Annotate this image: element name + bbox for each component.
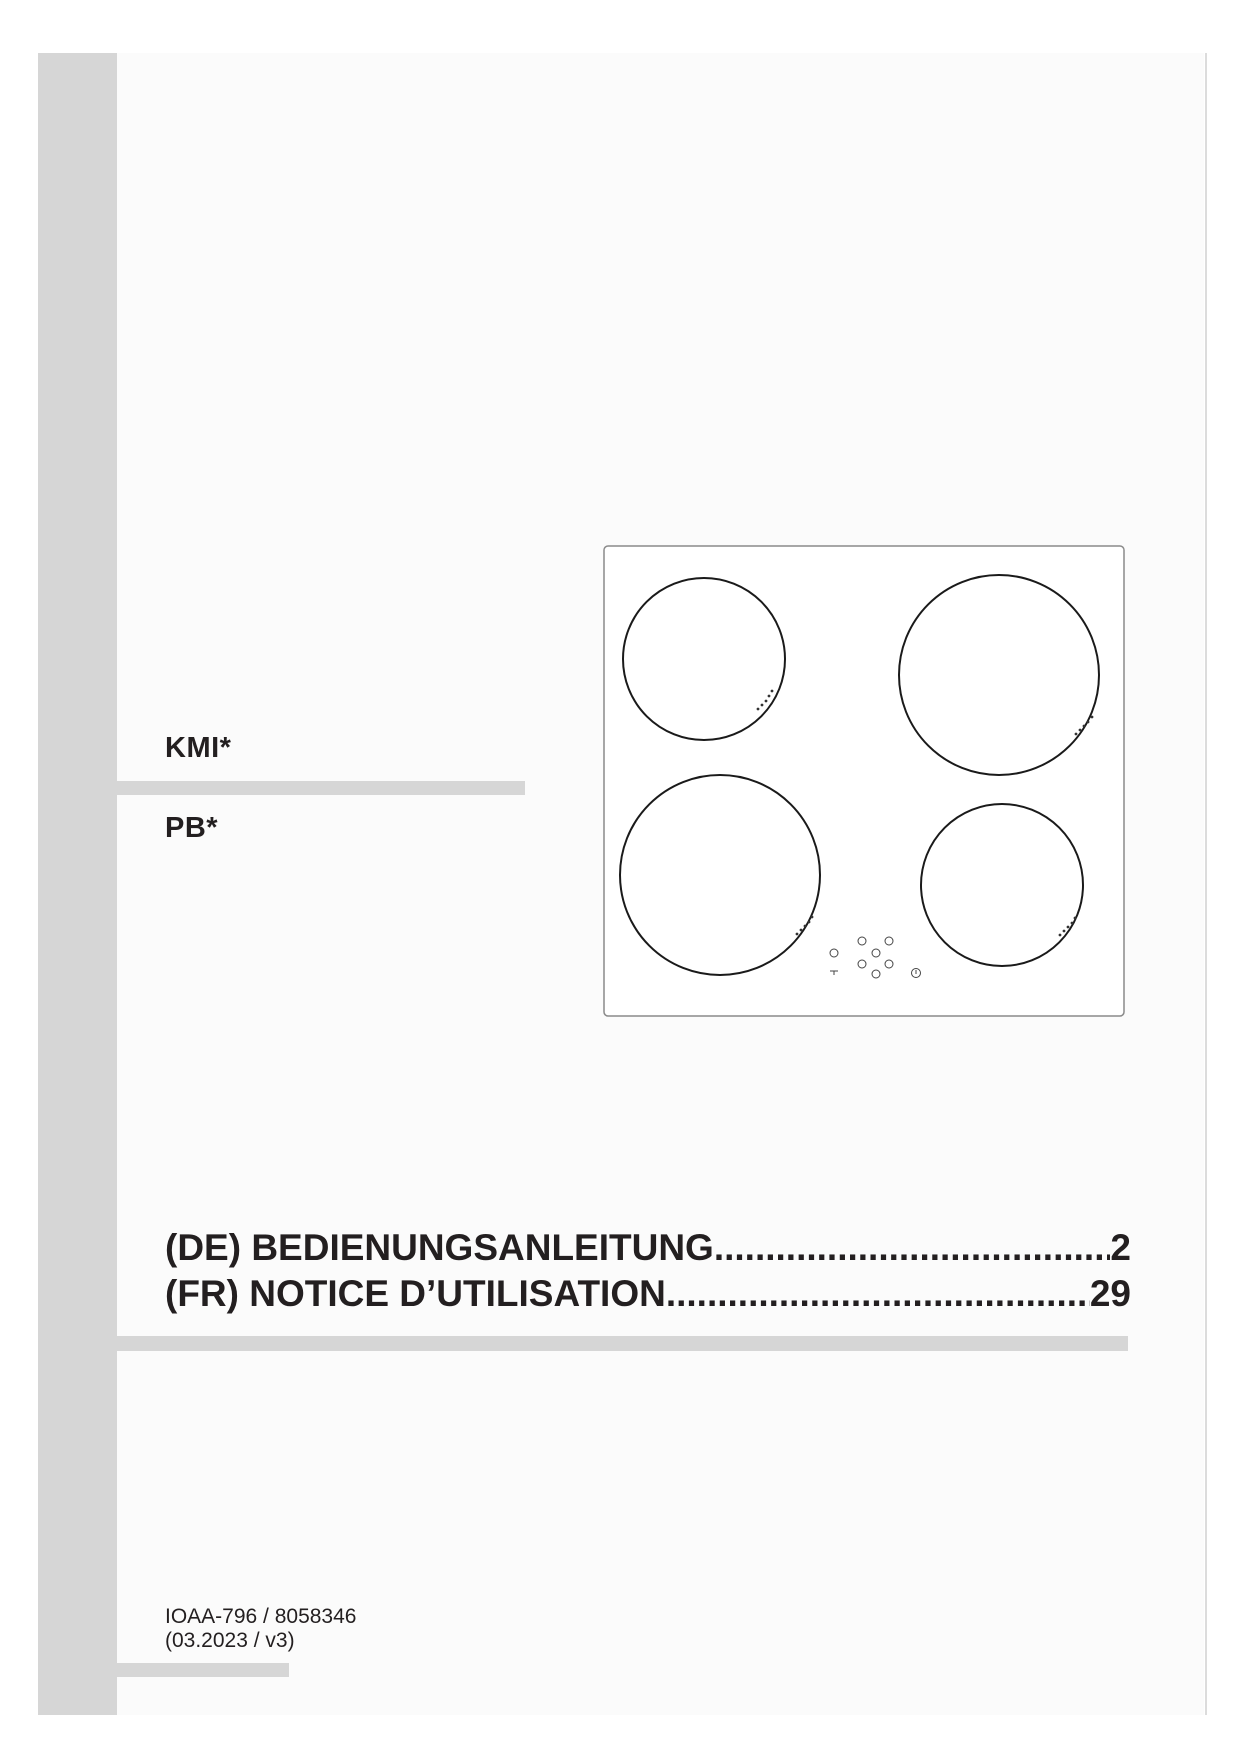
cooktop-illustration	[603, 545, 1125, 1017]
document-revision: (03.2023 / v3)	[165, 1629, 295, 1652]
toc-entry-de-leader	[714, 1226, 1111, 1270]
toc-entry-fr-leader	[666, 1272, 1090, 1316]
toc-divider	[117, 1336, 1128, 1351]
document-reference: IOAA-796 / 8058346	[165, 1605, 357, 1628]
toc-entry-fr[interactable]	[165, 1272, 1131, 1317]
toc-entry-de-label: (DE) BEDIENUNGSANLEITUNG	[165, 1227, 714, 1268]
left-sidebar-bar	[38, 53, 117, 1715]
toc-entry-de[interactable]	[165, 1226, 1131, 1271]
document-id	[165, 1605, 356, 1653]
footer-divider	[117, 1663, 289, 1677]
toc-entry-fr-page: 29	[1089, 1273, 1131, 1314]
right-edge-rule	[1205, 53, 1207, 1715]
model-divider	[117, 781, 525, 795]
model-name-1: KMI*	[165, 732, 232, 764]
cooktop-outline	[604, 546, 1124, 1016]
toc-entry-de-page: 2	[1110, 1227, 1131, 1268]
model-name-2: PB*	[165, 812, 219, 844]
toc-entry-fr-label: (FR) NOTICE D’UTILISATION	[165, 1273, 666, 1314]
